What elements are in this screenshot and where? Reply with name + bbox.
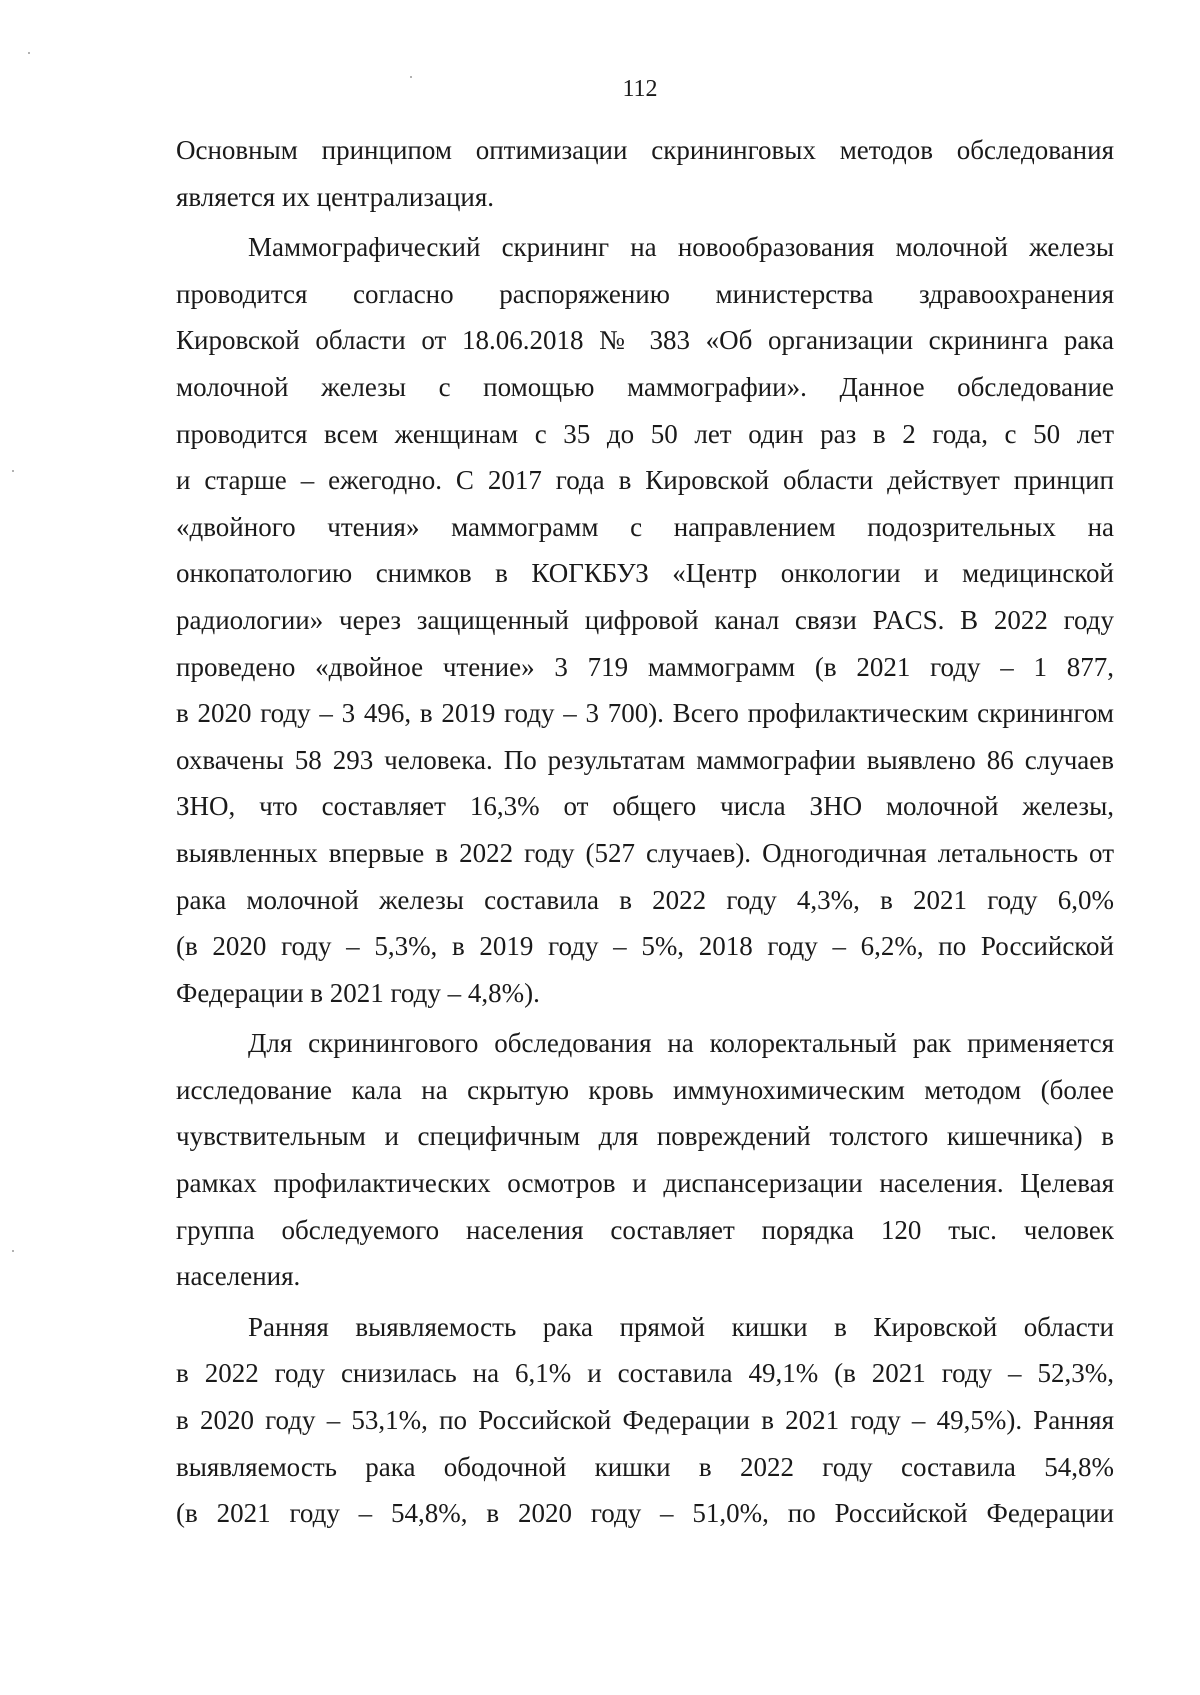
text-line: проведено «двойное чтение» 3 719 маммограмм (в 2021 году – 1 877, (176, 651, 1114, 682)
text-line: онкопатологию снимков в КОГКБУЗ «Центр онкологии и медицинской (176, 558, 1114, 589)
text-line: «двойного чтения» маммограмм с направлением подозрительных на (176, 511, 1114, 542)
text-line: (в 2021 году – 54,8%, в 2020 году – 51,0%, по Российской Федерации (176, 1498, 1114, 1529)
text-line: выявляемость рака ободочной кишки в 2022 году составила 54,8% (176, 1451, 1114, 1482)
page-number: 112 (622, 76, 658, 102)
paragraph-2 (176, 224, 1114, 1016)
text-line: рака молочной железы составила в 2022 году 4,3%, в 2021 году 6,0% (176, 884, 1114, 915)
text-line: чувствительным и специфичным для повреждений толстого кишечника) в (176, 1121, 1114, 1152)
text-line: выявленных впервые в 2022 году (527 случаев). Одногодичная летальность от (176, 837, 1114, 868)
text-line: Основным принципом оптимизации скрининговых методов обследования (176, 135, 1114, 165)
text-line: радиологии» через защищенный цифровой канал связи PACS. В 2022 году (176, 604, 1114, 635)
scan-speck (410, 76, 412, 78)
text-line: и старше – ежегодно. С 2017 года в Кировской области действует принцип (176, 465, 1114, 496)
text-line: проводится всем женщинам с 35 до 50 лет один раз в 2 года, с 50 лет (176, 418, 1114, 449)
text-line: молочной железы с помощью маммографии». Данное обследование (176, 371, 1114, 402)
scan-speck (28, 52, 30, 54)
paragraph-3 (176, 1020, 1114, 1300)
text-line: исследование кала на скрытую кровь иммунохимическим методом (более (176, 1074, 1114, 1105)
text-line: группа обследуемого населения составляет порядка 120 тыс. человек (176, 1214, 1114, 1245)
text-line: Маммографический скрининг на новообразования молочной железы (248, 232, 1114, 263)
text-line: в 2022 году снизилась на 6,1% и составила 49,1% (в 2021 году – 52,3%, (176, 1358, 1114, 1389)
text-line: Ранняя выявляемость рака прямой кишки в Кировской области (248, 1311, 1114, 1342)
text-line: Федерации в 2021 году – 4,8%). (176, 977, 540, 1008)
paragraph-1 (176, 127, 1114, 220)
text-line: Кировской области от 18.06.2018 № 383 «Об организации скрининга рака (176, 325, 1114, 356)
text-line: населения. (176, 1261, 301, 1292)
text-line: рамках профилактических осмотров и диспансеризации населения. Целевая (176, 1168, 1114, 1199)
text-line: в 2020 году – 53,1%, по Российской Федерации в 2021 году – 49,5%). Ранняя (176, 1405, 1114, 1436)
scan-speck (12, 1250, 14, 1252)
document-body (176, 127, 1114, 1537)
text-line: проводится согласно распоряжению министерства здравоохранения (176, 278, 1114, 309)
text-line: в 2020 году – 3 496, в 2019 году – 3 700). Всего профилактическим скринингом (176, 698, 1114, 729)
text-line: (в 2020 году – 5,3%, в 2019 году – 5%, 2018 году – 6,2%, по Российской (176, 931, 1114, 962)
text-line: является их централизация. (176, 181, 495, 212)
text-line: Для скринингового обследования на колоректальный рак применяется (248, 1028, 1114, 1059)
text-line: ЗНО, что составляет 16,3% от общего числа ЗНО молочной железы, (176, 791, 1114, 822)
paragraph-4 (176, 1304, 1114, 1537)
text-line: охвачены 58 293 человека. По результатам маммографии выявлено 86 случаев (176, 744, 1114, 775)
scan-speck (12, 470, 14, 472)
